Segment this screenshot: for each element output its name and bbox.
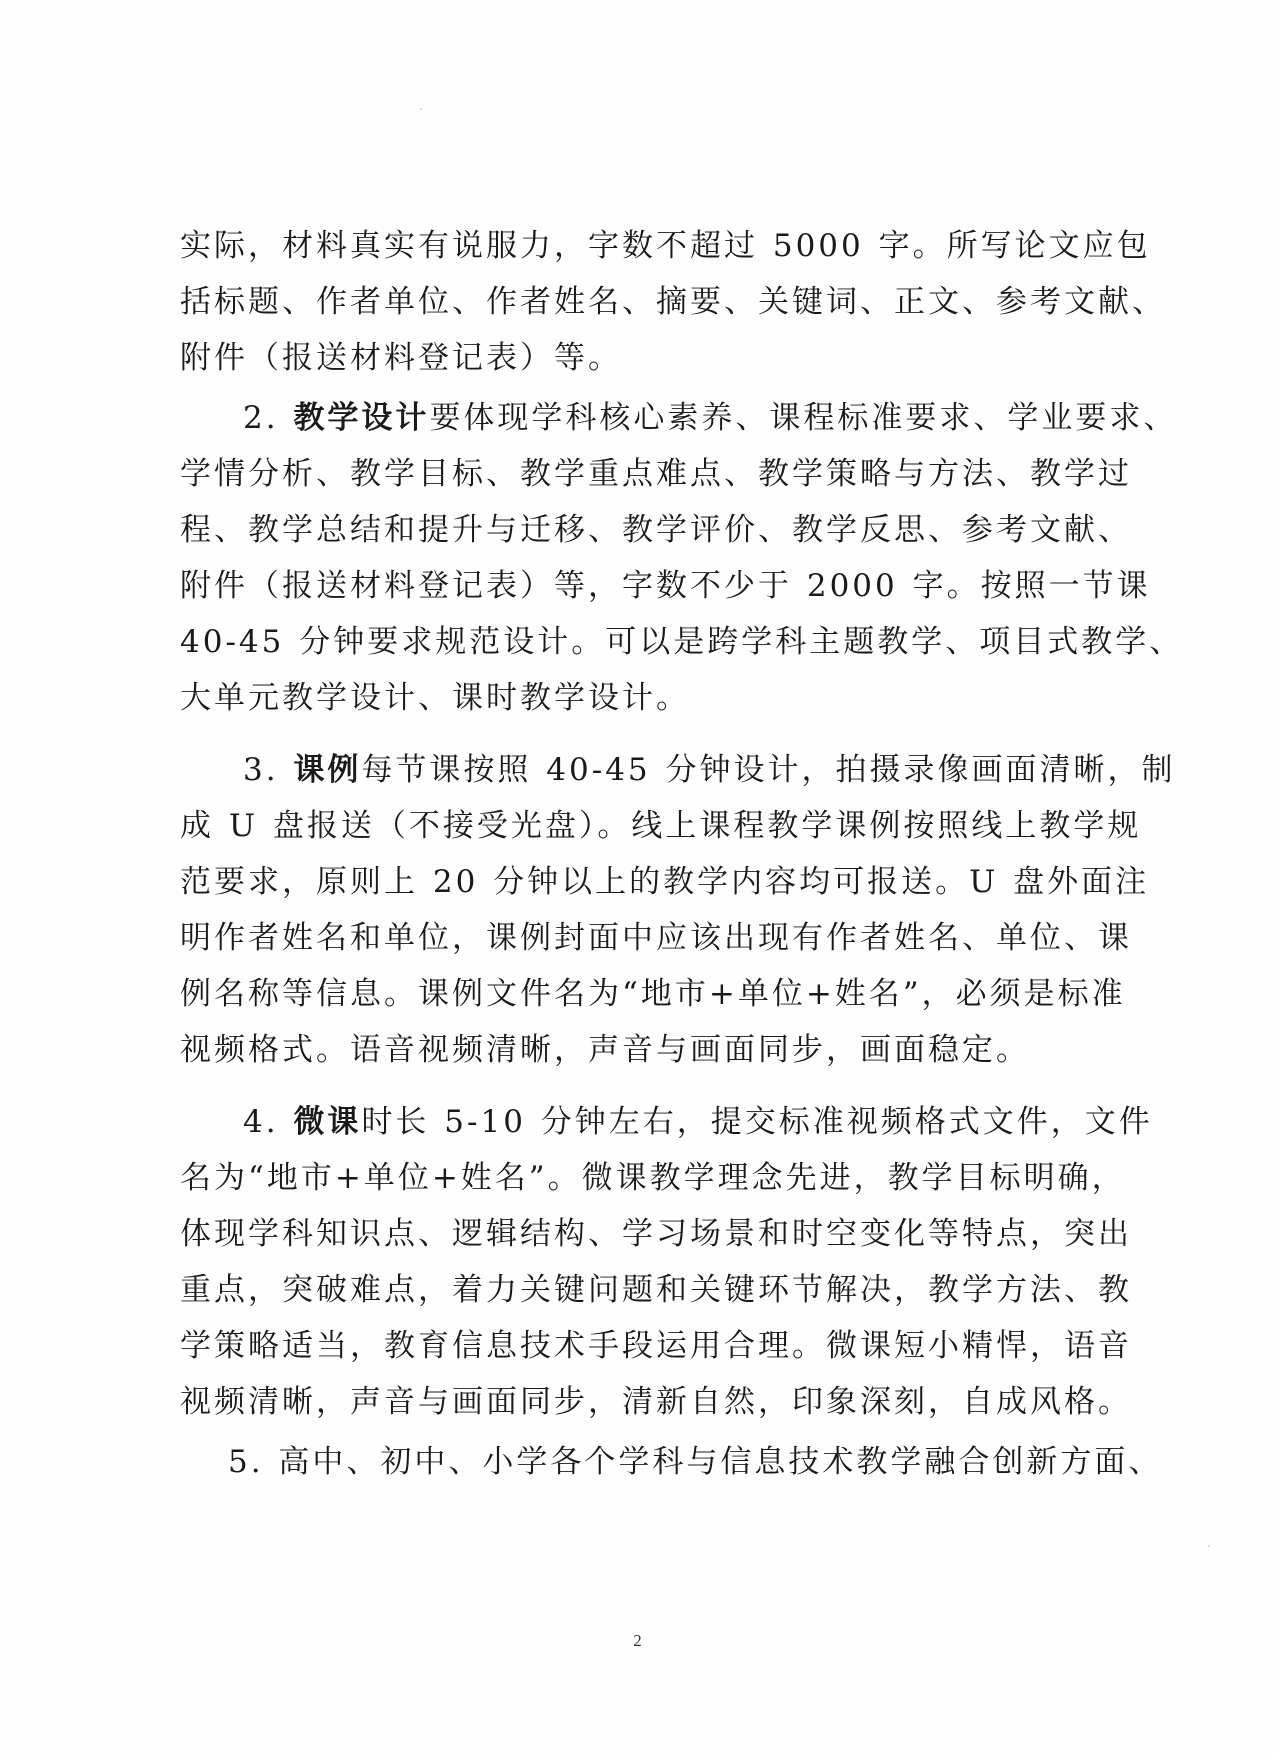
item-4-heading: 微课 (293, 1104, 362, 1140)
body-line-2: 括标题、作者单位、作者姓名、摘要、关键词、正文、参考文献、 (180, 284, 1166, 320)
item-4-line-1 (243, 1096, 1153, 1148)
body-line-19: 重点，突破难点，着力关键问题和关键环节解决，教学方法、教 (180, 1272, 1132, 1308)
body-line-7: 附件（报送材料登记表）等，字数不少于 2000 字。按照一节课 (180, 568, 1151, 604)
body-line-15: 视频格式。语音视频清晰，声音与画面同步，画面稳定。 (180, 1032, 1030, 1068)
body-line-21: 视频清晰，声音与画面同步，清新自然，印象深刻，自成风格。 (180, 1384, 1132, 1420)
body-line-9: 大单元教学设计、课时教学设计。 (180, 680, 690, 716)
body-line-5: 学情分析、教学目标、教学重点难点、教学策略与方法、教学过 (180, 456, 1132, 492)
body-line-17: 名为“地市+单位+姓名”。微课教学理念先进，教学目标明确， (180, 1160, 1126, 1196)
body-line-20: 学策略适当，教育信息技术手段运用合理。微课短小精悍，语音 (180, 1328, 1132, 1364)
body-line-3: 附件（报送材料登记表）等。 (180, 340, 622, 376)
body-line-13: 明作者姓名和单位，课例封面中应该出现有作者姓名、单位、课 (180, 920, 1132, 956)
item-3-heading: 课例 (293, 752, 362, 788)
item-2-heading: 教学设计 (293, 400, 430, 436)
item-3-number: 3. (243, 752, 294, 788)
item-2-line-1 (243, 392, 1178, 444)
item-2-text: 要体现学科核心素养、课程标准要求、学业要求、 (429, 400, 1178, 436)
item-3-line-1 (243, 744, 1176, 796)
item-5-line-1: 5. 高中、初中、小学各个学科与信息技术教学融合创新方面、 (228, 1444, 1163, 1480)
body-line-14: 例名称等信息。课例文件名为“地市+单位+姓名”，必须是标准 (180, 976, 1126, 1012)
scan-speck (1208, 1545, 1210, 1547)
body-line-11: 成 U 盘报送（不接受光盘）。线上课程教学课例按照线上教学规 (180, 808, 1142, 844)
body-line-8: 40-45 分钟要求规范设计。可以是跨学科主题教学、项目式教学、 (180, 624, 1184, 660)
body-line-6: 程、教学总结和提升与迁移、教学评价、教学反思、参考文献、 (180, 512, 1132, 548)
scan-speck (420, 108, 422, 110)
item-3-text: 每节课按照 40-45 分钟设计，拍摄录像画面清晰，制 (361, 752, 1176, 788)
item-2-number: 2. (243, 400, 294, 436)
page-number: 2 (633, 1631, 642, 1650)
body-line-12: 范要求，原则上 20 分钟以上的教学内容均可报送。U 盘外面注 (180, 864, 1150, 900)
body-line-18: 体现学科知识点、逻辑结构、学习场景和时空变化等特点，突出 (180, 1216, 1132, 1252)
body-line-1: 实际，材料真实有说服力，字数不超过 5000 字。所写论文应包 (180, 228, 1151, 264)
item-4-number: 4. (243, 1104, 294, 1140)
item-4-text: 时长 5-10 分钟左右，提交标准视频格式文件，文件 (361, 1104, 1153, 1140)
